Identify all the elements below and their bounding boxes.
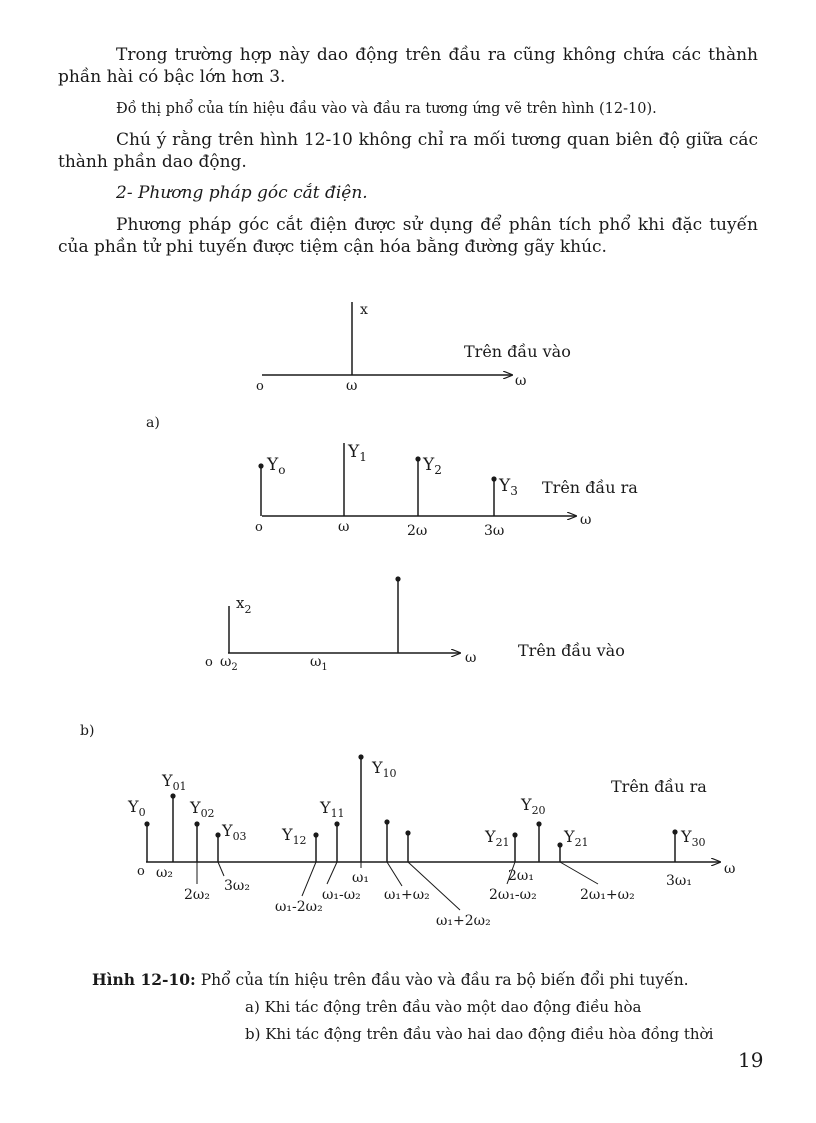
b-output-dot-w1-plus-w2	[384, 819, 389, 824]
b-output-pointer-w1-minus-w2	[327, 862, 337, 884]
b-output-freq-w1: ω₁	[352, 870, 370, 886]
a-output-axis-end: ω	[580, 512, 592, 528]
b-output-label-y03: $Y_{03}$	[222, 821, 247, 843]
a-output-dot-y2	[415, 456, 420, 461]
b-output-dot-y01	[170, 793, 175, 798]
b-output-spectrum	[127, 754, 735, 929]
paragraph-4: Phương pháp góc cắt điện được sử dụng để phân tích phổ khi đặc tuyến của phần tử phi tuyến được tiệm cận hóa bằng đường gãy khúc.	[58, 215, 758, 257]
b-output-dot-y10	[358, 754, 363, 759]
a-output-origin: o	[255, 520, 263, 535]
b-output-dot-y12	[313, 832, 318, 837]
b-output-dot-y02	[194, 821, 199, 826]
b-output-freq-3w1: 3ω₁	[666, 873, 692, 889]
a-input-title: Trên đầu vào	[464, 342, 571, 361]
b-output-dot-y11	[334, 821, 339, 826]
b-input-title: Trên đầu vào	[518, 641, 625, 660]
paragraph-3: Chú ý rằng trên hình 12-10 không chỉ ra mối tương quan biên độ giữa các thành phần dao động.	[58, 130, 758, 172]
a-input-omega: ω	[346, 378, 358, 394]
a-output-dot-y3	[491, 476, 496, 481]
b-output-dot-y0	[144, 821, 149, 826]
b-output-label-y0: $Y_0$	[128, 797, 146, 819]
a-output-spectrum	[255, 442, 638, 539]
b-input-w1: $\omega_1$	[310, 654, 328, 673]
b-input-amp-label: $x_2$	[236, 594, 252, 616]
figure-caption	[92, 970, 689, 989]
b-output-dot-y21b	[557, 842, 562, 847]
b-output-label-y20: $Y_{20}$	[521, 795, 546, 817]
b-output-pointer-w1-minus-2w2	[302, 862, 316, 896]
a-output-label-y3: $Y_3$	[499, 476, 518, 498]
b-output-pointer-w1-plus-w2	[387, 862, 402, 886]
a-output-title: Trên đầu ra	[542, 478, 638, 497]
b-output-freq-2w1: 2ω₁	[508, 868, 534, 884]
a-output-label-y0: $Y_o$	[267, 455, 286, 477]
a-input-axis-end: ω	[515, 373, 527, 389]
b-input-dot-x1	[395, 576, 400, 581]
b-input-spectrum	[205, 576, 625, 673]
b-input-origin: o	[205, 655, 213, 670]
b-output-freq-2w1-plus-w2: 2ω₁+ω₂	[580, 887, 635, 903]
paragraph-1: Trong trường hợp này dao động trên đầu ra cũng không chứa các thành phần hài có bậc lớn hơn 3.	[58, 45, 758, 87]
part-b-label: b)	[80, 723, 95, 739]
b-output-freq-2w2: 2ω₂	[184, 887, 210, 903]
a-output-tick-3w: 3ω	[484, 523, 505, 539]
b-output-pointer-3w2	[218, 862, 224, 876]
b-output-dot-w1-plus-2w2	[405, 830, 410, 835]
a-output-tick-w: ω	[338, 519, 350, 535]
a-input-origin: o	[256, 379, 264, 394]
b-output-freq-w1-plus-2w2: ω₁+2ω₂	[436, 913, 491, 929]
b-output-axis-end: ω	[724, 861, 736, 877]
page-number: 19	[738, 1048, 764, 1072]
b-output-title: Trên đầu ra	[611, 777, 707, 796]
a-output-tick-2w: 2ω	[407, 523, 428, 539]
a-input-amp-label: x	[360, 302, 368, 318]
b-output-label-y30: $Y_{30}$	[681, 827, 706, 849]
b-output-label-y12: $Y_{12}$	[282, 825, 307, 847]
b-output-freq-2w1-minus-w2: 2ω₁-ω₂	[489, 887, 537, 903]
b-output-pointer-2w1-plus-w2	[560, 862, 598, 884]
caption-line-a: a) Khi tác động trên đầu vào một dao động điều hòa	[245, 998, 642, 1016]
paragraph-2: Đồ thị phổ của tín hiệu đầu vào và đầu ra tương ứng vẽ trên hình (12-10).	[116, 101, 657, 117]
a-output-dot-y0	[258, 463, 263, 468]
b-input-axis-end: ω	[465, 650, 477, 666]
b-output-dot-y21a	[512, 832, 517, 837]
b-output-label-y11: $Y_{11}$	[320, 798, 345, 820]
b-output-dot-y30	[672, 829, 677, 834]
b-output-label-y21a: $Y_{21}$	[485, 827, 510, 849]
a-output-label-y1: $Y_1$	[348, 442, 367, 464]
b-output-label-y01: $Y_{01}$	[162, 771, 187, 793]
part-a-label: a)	[146, 415, 160, 431]
b-output-freq-w1-minus-w2: ω₁-ω₂	[322, 887, 361, 903]
b-output-label-y02: $Y_{02}$	[190, 798, 215, 820]
b-output-label-y21b: $Y_{21}$	[564, 827, 589, 849]
b-output-freq-w2: ω₂	[156, 865, 174, 881]
a-output-label-y2: $Y_2$	[423, 455, 442, 477]
b-output-dot-y20	[536, 821, 541, 826]
b-input-w2: $\omega_2$	[220, 654, 238, 673]
caption-line-b: b) Khi tác động trên đầu vào hai dao động điều hòa đồng thời	[245, 1025, 714, 1043]
b-output-label-y10: $Y_{10}$	[372, 758, 397, 780]
figure-caption-label: Hình 12-10:	[92, 970, 196, 989]
b-output-freq-w1-minus-2w2: ω₁-2ω₂	[275, 899, 323, 915]
b-output-freq-w1-plus-w2: ω₁+ω₂	[384, 887, 430, 903]
b-output-origin: o	[137, 864, 145, 879]
figure-caption-text: Phổ của tín hiệu trên đầu vào và đầu ra bộ biến đổi phi tuyến.	[195, 971, 689, 989]
b-output-dot-y03	[215, 832, 220, 837]
b-output-freq-3w2: 3ω₂	[224, 878, 250, 894]
a-input-spectrum	[256, 302, 571, 394]
section-heading: 2- Phương pháp góc cắt điện.	[116, 183, 368, 203]
